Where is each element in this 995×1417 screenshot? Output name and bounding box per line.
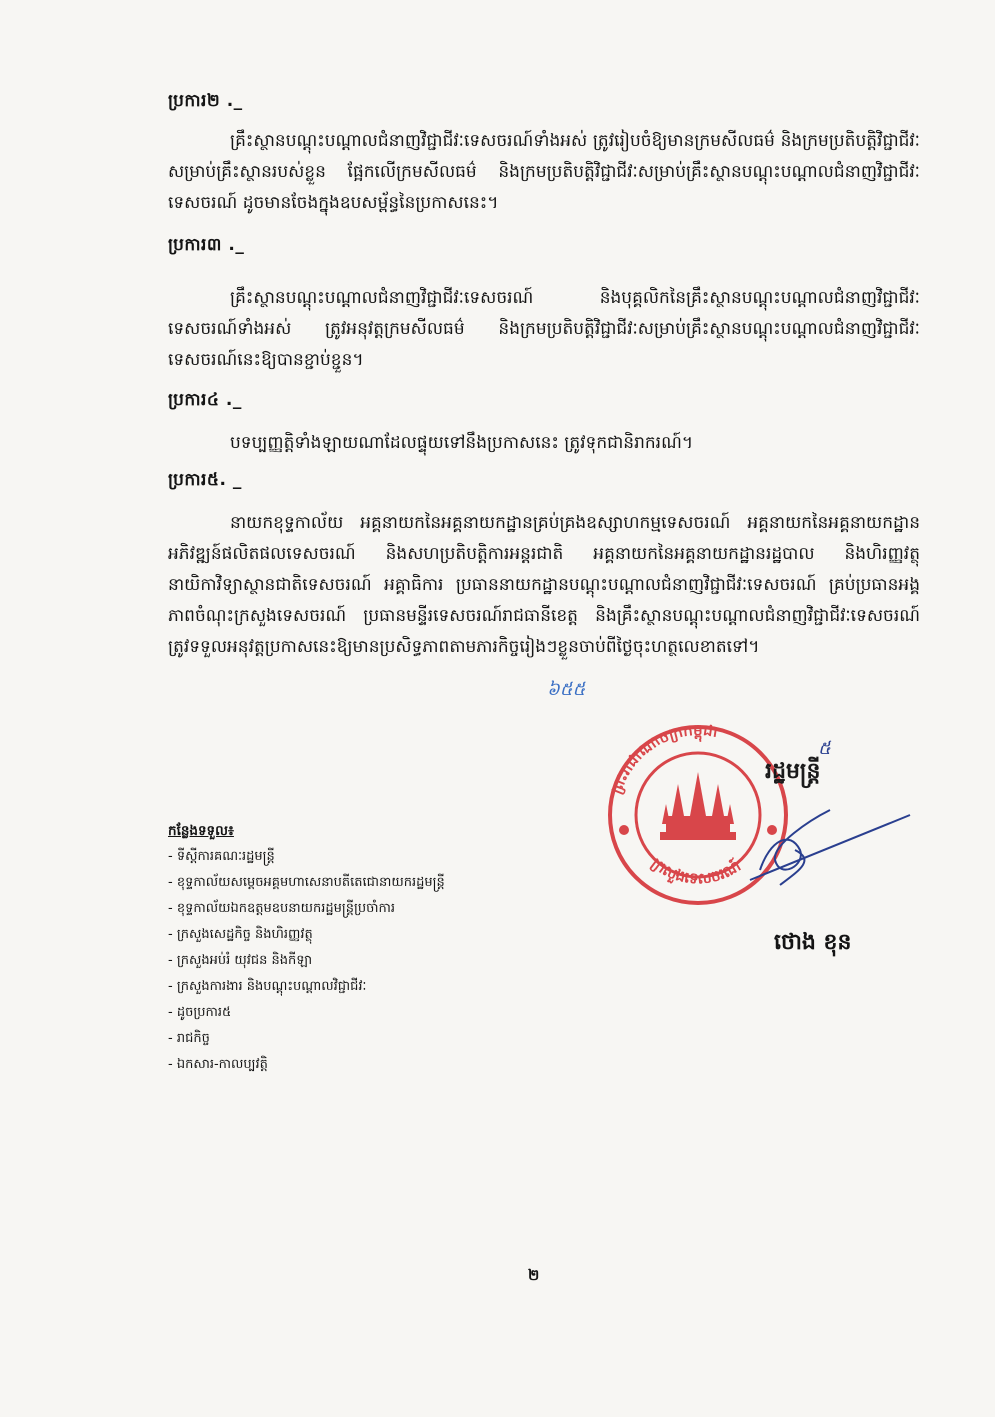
article-body-4: បទប្បញ្ញត្តិទាំងឡាយណាដែលផ្ទុយទៅនឹងប្រកាសនេះ ត្រូវទុកជានិរាករណ៍។ <box>230 433 694 453</box>
minister-title: រដ្ឋមន្ត្រី <box>765 759 821 784</box>
article-heading-2: ប្រការ២ ._ <box>168 91 243 111</box>
svg-text:៥: ៥ <box>818 738 831 759</box>
article-heading-3: ប្រការ៣ ._ <box>168 235 245 255</box>
recipient-item: - រាជកិច្ច <box>168 1031 210 1046</box>
article-body-3: គ្រឹះស្ថានបណ្តុះបណ្តាលជំនាញវិជ្ជាជីវៈទេសចរណ៍ និងបុគ្គលិកនៃគ្រឹះស្ថានបណ្តុះបណ្តាលជំនាញវិជ្ជាជីវៈទេសចរណ៍ទាំងអស់ ត្រូវអនុវត្តក្រមសីលធម៌ និងក្រមប្រតិបត្តិវិជ្ជាជីវៈសម្រាប់គ្រឹះស្ថានបណ្តុះបណ្តាលជំនាញវិជ្ជាជីវៈទេសចរណ៍នេះឱ្យបានខ្ជាប់ខ្ជួន។ <box>168 288 920 370</box>
recipient-item: - ក្រសួងអប់រំ យុវជន និងកីឡា <box>168 953 313 968</box>
article-heading-4: ប្រការ៤ ._ <box>168 390 242 410</box>
article-body-5: នាយកខុទ្ទកាល័យ អគ្គនាយកនៃអគ្គនាយកដ្ឋានគ្រប់គ្រងឧស្សាហកម្មទេសចរណ៍ អគ្គនាយកនៃអគ្គនាយកដ្ឋានអភិវឌ្ឍន៍ផលិតផលទេសចរណ៍ និងសហប្រតិបត្តិការអន្តរជាតិ អគ្គនាយកនៃអគ្គនាយកដ្ឋានរដ្ឋបាល និងហិរញ្ញវត្ថុ នាយិកាវិទ្យាស្ថានជាតិទេសចរណ៍ អគ្គាធិការ ប្រធាននាយកដ្ឋានបណ្តុះបណ្តាលជំនាញវិជ្ជាជីវៈទេសចរណ៍ គ្រប់ប្រធានអង្គភាពចំណុះក្រសួងទេសចរណ៍ ប្រធានមន្ទីរទេសចរណ៍រាជធានីខេត្ត និងគ្រឹះស្ថានបណ្តុះបណ្តាលជំនាញវិជ្ជាជីវៈទេសចរណ៍ ត្រូវទទួលអនុវត្តប្រកាសនេះឱ្យមានប្រសិទ្ធភាពតាមភារកិច្ចរៀងៗខ្លួនចាប់ពីថ្ងៃចុះហត្ថលេខាតទៅ។ <box>168 513 920 657</box>
recipients-block <box>168 818 445 1078</box>
recipient-item: - ក្រសួងសេដ្ឋកិច្ច និងហិរញ្ញវត្ថុ <box>168 927 313 942</box>
handwritten-date-mark: ៦៥៥ <box>547 679 586 700</box>
recipient-item: - ខុទ្ទកាល័យឯកឧត្តមឧបនាយករដ្ឋមន្ត្រីប្រចាំការ <box>168 901 395 916</box>
recipients-title: កន្លែងទទួល៖ <box>168 823 234 839</box>
recipient-item: - ក្រសួងការងារ និងបណ្តុះបណ្តាលវិជ្ជាជីវៈ <box>168 979 367 994</box>
svg-text:ក្រសួងទេសចរណ៍: ក្រសួងទេសចរណ៍ <box>647 853 744 888</box>
article-heading-5: ប្រការ៥. _ <box>168 470 242 490</box>
svg-text:ព្រះរាជាណាចក្រកម្ពុជា: ព្រះរាជាណាចក្រកម្ពុជា <box>606 720 719 797</box>
recipient-item: - ខុទ្ទកាល័យសម្តេចអគ្គមហាសេនាបតីតេជោនាយករដ្ឋមន្ត្រី <box>168 875 445 890</box>
page-number: ២ <box>528 1266 540 1284</box>
recipient-item: - ដូចប្រការ៥ <box>168 1005 232 1020</box>
recipient-item: - ទីស្តីការគណៈរដ្ឋមន្ត្រី <box>168 849 275 864</box>
recipient-item: - ឯកសារ-កាលប្បវត្តិ <box>168 1057 268 1072</box>
recipients-list <box>168 844 445 1078</box>
official-seal-and-signature <box>600 720 920 910</box>
article-body-2: គ្រឹះស្ថានបណ្តុះបណ្តាលជំនាញវិជ្ជាជីវៈទេសចរណ៍ទាំងអស់ ត្រូវរៀបចំឱ្យមានក្រមសីលធម៌ និងក្រមប្រតិបត្តិវិជ្ជាជីវៈសម្រាប់គ្រឹះស្ថានរបស់ខ្លួន ផ្អែកលើក្រមសីលធម៌ និងក្រមប្រតិបត្តិវិជ្ជាជីវៈសម្រាប់គ្រឹះស្ថានបណ្តុះបណ្តាលជំនាញវិជ្ជាជីវៈទេសចរណ៍ ដូចមានចែងក្នុងឧបសម្ព័ន្ធនៃប្រកាសនេះ។ <box>168 131 920 213</box>
ministry-seal-icon <box>600 720 920 910</box>
signatory-name: ថោង ខុន <box>774 930 852 955</box>
